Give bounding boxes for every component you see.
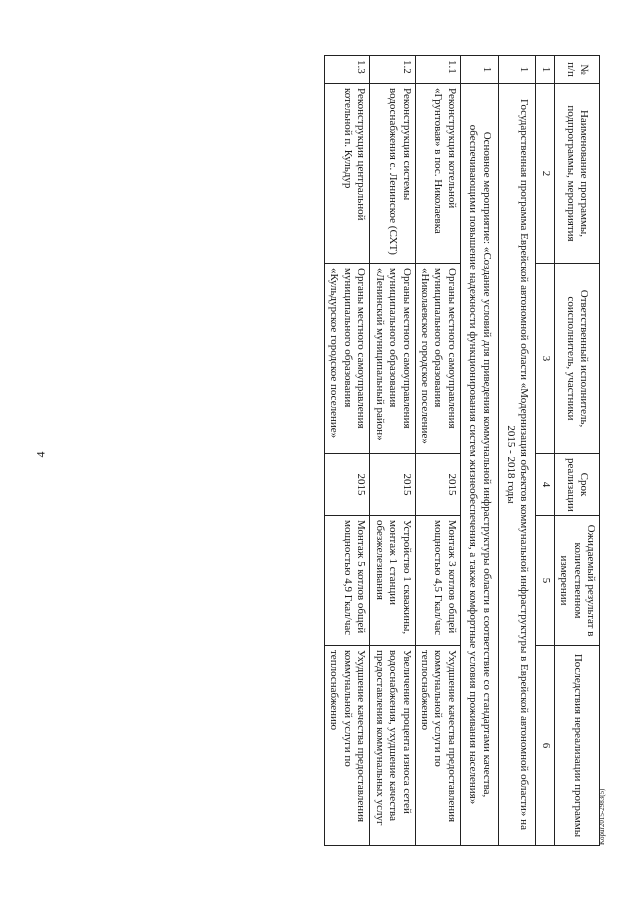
activity-name: Реконструкция котельной «Грунтовая» в пос. Николаевка: [415, 84, 460, 264]
header-consequences: Последствия нереализации программы: [554, 646, 599, 846]
term: 2015: [325, 454, 370, 516]
term: 2015: [370, 454, 415, 516]
header-num: № п/п: [554, 56, 599, 84]
table-row: [415, 56, 460, 846]
executor: Органы местного самоуправления муниципального образования «Ленинский муниципальный район»: [370, 264, 415, 454]
header-term: Срок реализации: [554, 454, 599, 516]
header-executor: Ответственный исполнитель, соисполнитель, участники: [554, 264, 599, 454]
program-table: [324, 55, 600, 846]
main-activity-text: Основное мероприятие: «Создание условий для приведения коммунальной инфраструктуры области в соответствие со стандартами качества, обеспечивающими повышение надежности функционирования систем жизнеобеспечения, а также комфортные условия проживания населения»: [460, 84, 498, 846]
row-number: 1: [498, 56, 536, 84]
activity-name: Реконструкция центральной котельной п. Кульдур: [325, 84, 370, 264]
term: 2015: [415, 454, 460, 516]
program-title: Государственная программа Еврейской автономной области «Модернизация объектов коммунальной инфраструктуры в Еврейской автономной области» на 2015 - 2018 годы: [498, 84, 536, 846]
table-header-row: [554, 56, 599, 846]
expected-result: Устройство 1 скважины, монтаж 1 станции обезжелезивания: [370, 516, 415, 646]
column-number: 2: [536, 84, 554, 264]
row-number: 1: [460, 56, 498, 84]
page-number: 4: [33, 451, 48, 458]
table-row: [370, 56, 415, 846]
column-number: 3: [536, 264, 554, 454]
column-number: 4: [536, 454, 554, 516]
expected-result: Монтаж 5 котлов общей мощностью 4,9 Гкал/час: [325, 516, 370, 646]
document-code: Kopur2015-2983(5): [598, 788, 606, 845]
program-row: [498, 56, 536, 846]
activity-name: Реконструкция системы водоснабжения с. Ленинское (СХТ): [370, 84, 415, 264]
executor: Органы местного самоуправления муниципального образования «Николаевское городское поселение»: [415, 264, 460, 454]
consequences: Ухудшение качества предоставления коммунальной услуги по теплоснабжению: [415, 646, 460, 846]
main-activity-row: [460, 56, 498, 846]
column-number: 5: [536, 516, 554, 646]
column-number: 1: [536, 56, 554, 84]
rotated-table-container: [90, 55, 600, 845]
consequences: Увеличение процента износа сетей водоснабжения, ухудшение качества предоставления коммунальных услуг: [370, 646, 415, 846]
header-name: Наименование программы, подпрограммы, мероприятия: [554, 84, 599, 264]
row-number: 1.2: [370, 56, 415, 84]
row-number: 1.3: [325, 56, 370, 84]
row-number: 1.1: [415, 56, 460, 84]
column-number: 6: [536, 646, 554, 846]
table-row: [325, 56, 370, 846]
expected-result: Монтаж 3 котлов общей мощностью 4,5 Гкал/час: [415, 516, 460, 646]
column-number-row: [536, 56, 554, 846]
consequences: Ухудшение качества предоставления коммунальной услуги по теплоснабжению: [325, 646, 370, 846]
header-result: Ожидаемый результат в количественном измерении: [554, 516, 599, 646]
executor: Органы местного самоуправления муниципального образования «Кульдурское городское поселение»: [325, 264, 370, 454]
